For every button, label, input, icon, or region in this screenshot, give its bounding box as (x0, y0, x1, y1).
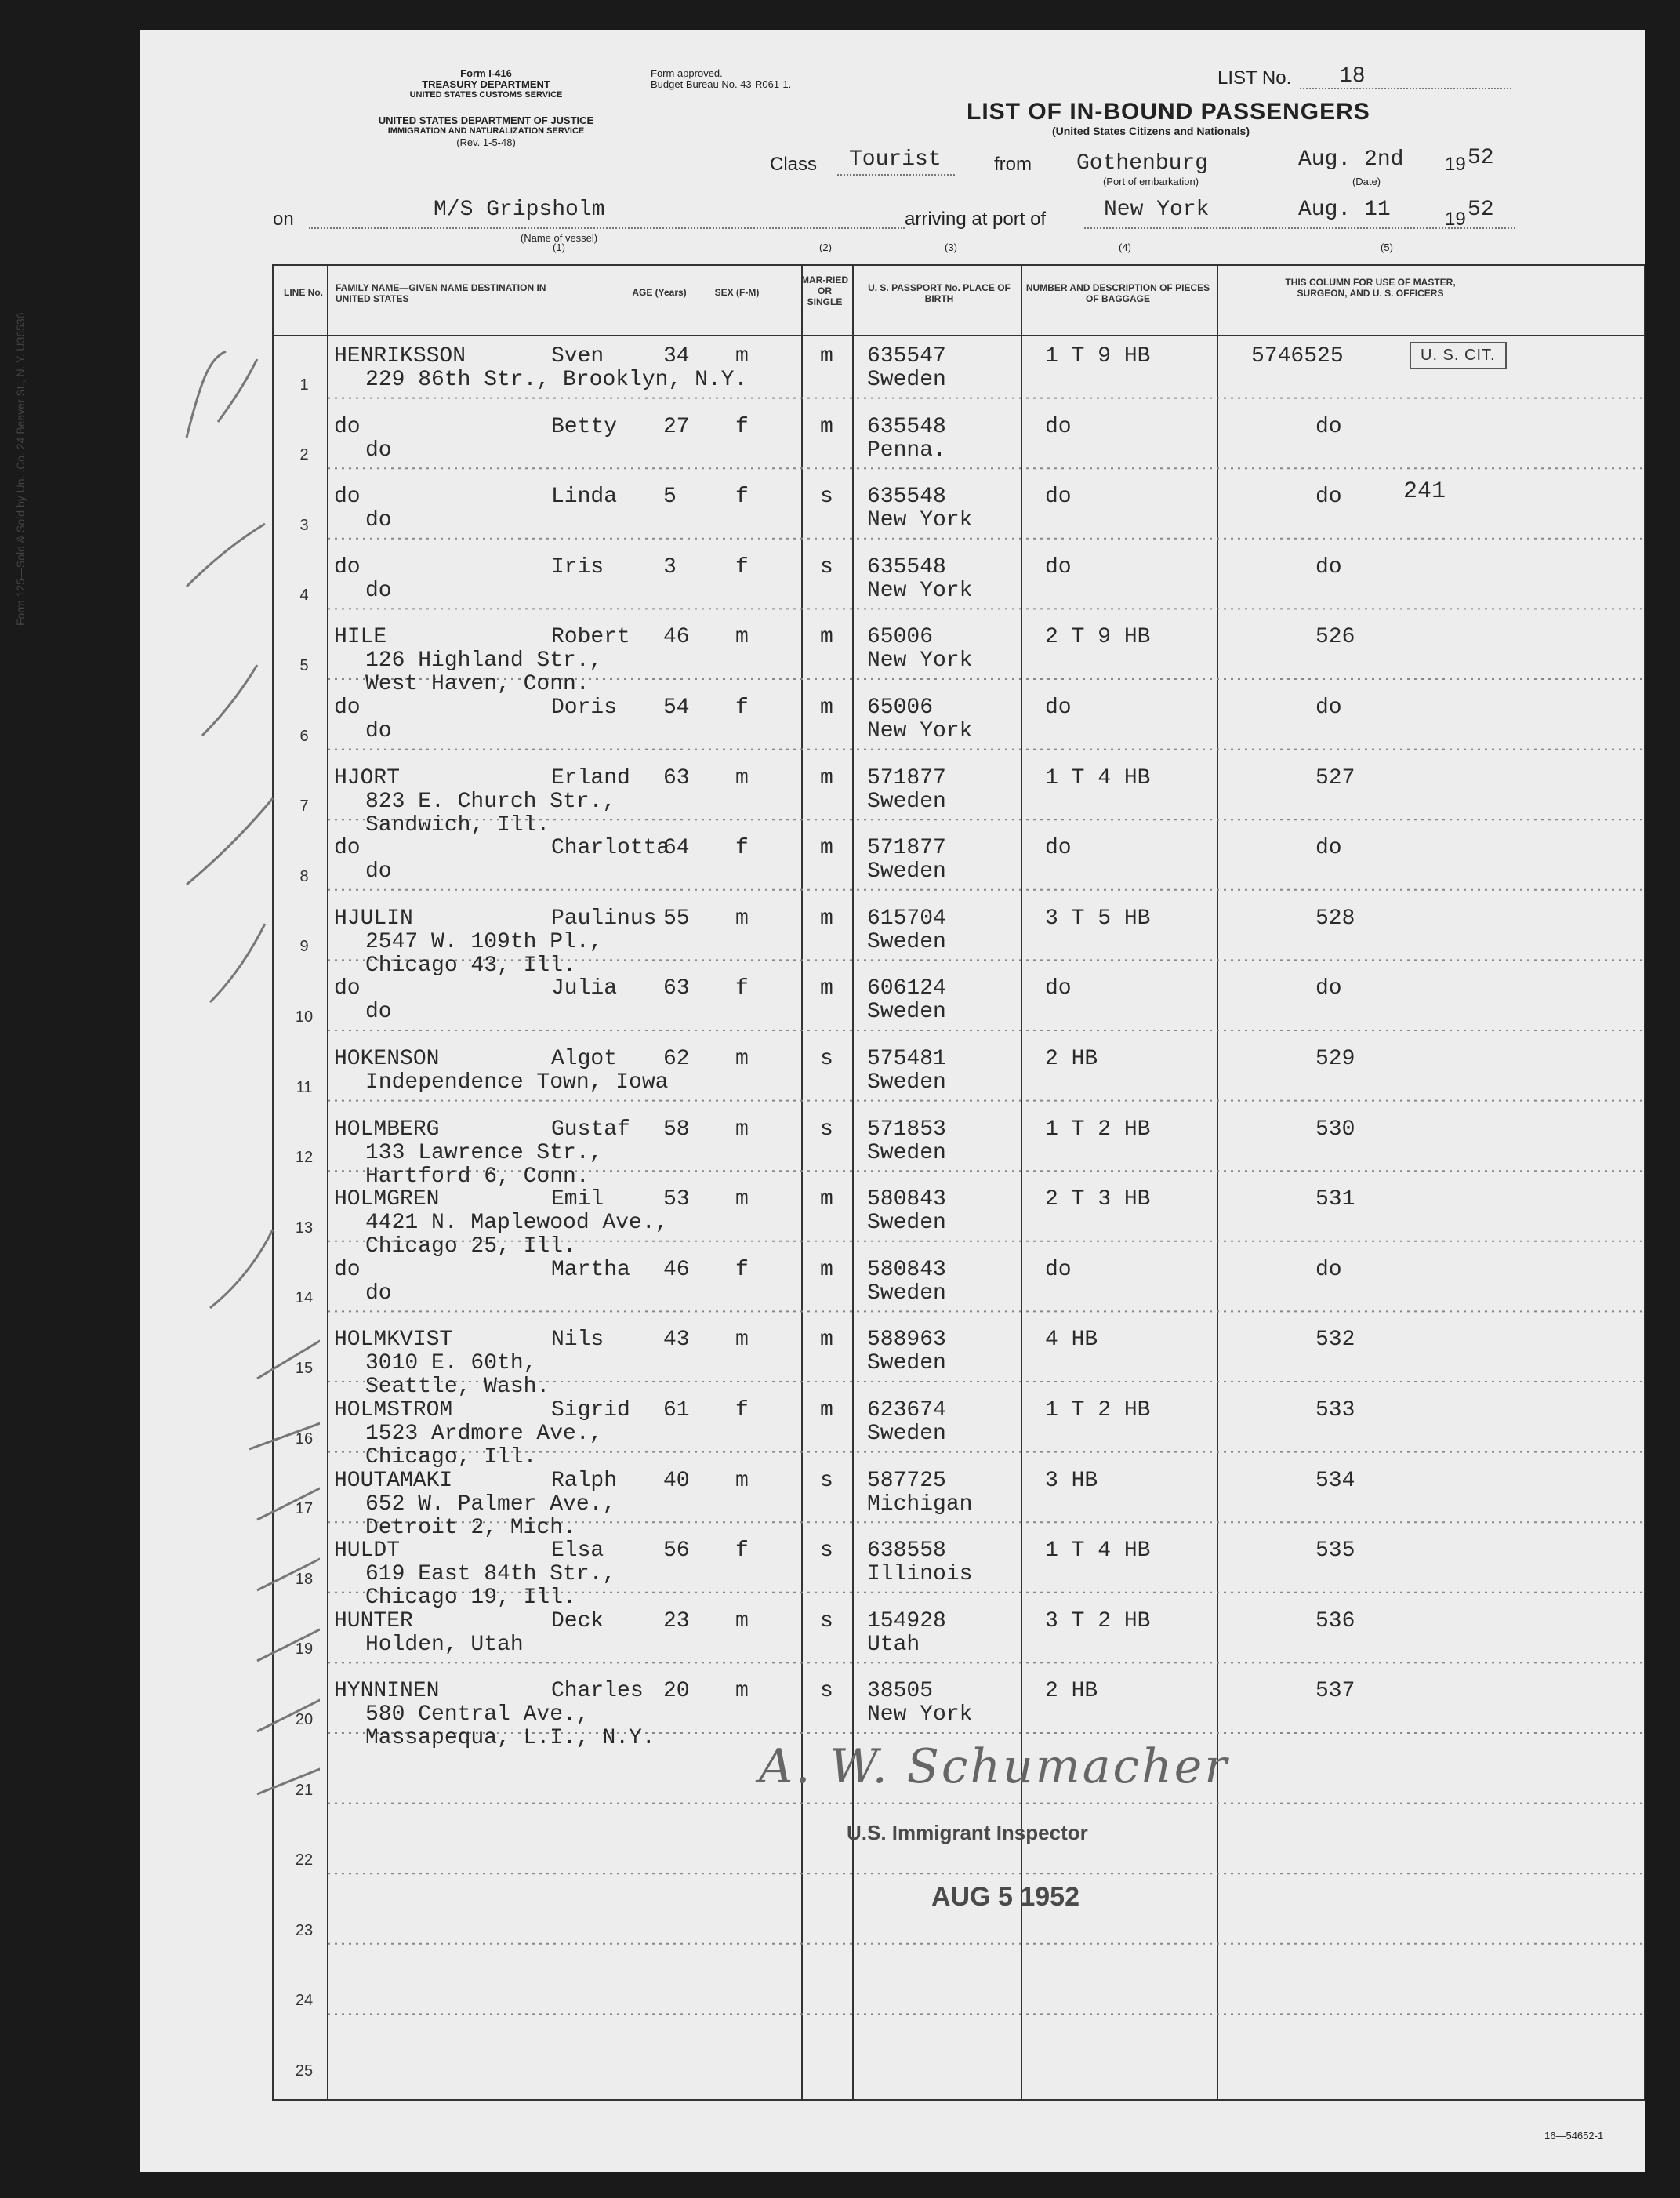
line-number: 21 (295, 1781, 314, 1799)
passenger-passport-no: 635547 (867, 344, 946, 369)
passenger-baggage: 1 T 2 HB (1045, 1398, 1151, 1422)
passenger-age: 54 (663, 696, 690, 720)
passenger-destination: 133 Lawrence Str., (365, 1140, 603, 1165)
passenger-destination-2: Chicago 25, Ill. (365, 1234, 576, 1259)
us-citizen-stamp: U. S. CIT. (1410, 342, 1507, 369)
dept-customs: UNITED STATES CUSTOMS SERVICE (409, 90, 563, 100)
passenger-destination: Holden, Utah (365, 1632, 524, 1657)
from-label: from (994, 154, 1032, 175)
passenger-sex: m (735, 1679, 749, 1704)
passenger-family-name: HJORT (334, 765, 401, 790)
line-number: 11 (296, 1078, 313, 1096)
footer-code: 16—54652-1 (1544, 2130, 1604, 2142)
passenger-birthplace: Sweden (867, 1000, 946, 1025)
passenger-birthplace: Sweden (867, 368, 946, 392)
passenger-given-name: Sven (551, 344, 604, 369)
date-caption: (Date) (1352, 176, 1381, 187)
passenger-marital-status: m (820, 1257, 833, 1282)
from-value: Gothenburg (1076, 151, 1209, 176)
passenger-given-name: Elsa (551, 1539, 604, 1564)
passenger-passport-no: 606124 (867, 976, 946, 1001)
passenger-family-name: do (334, 836, 361, 861)
passenger-marital-status: m (820, 836, 833, 861)
year-2: 52 (1468, 198, 1494, 222)
passenger-sex: f (735, 1257, 749, 1282)
passenger-family-name: HOKENSON (334, 1047, 440, 1071)
dept-ins: IMMIGRATION AND NATURALIZATION SERVICE (387, 126, 585, 136)
passenger-passport-no: 635548 (867, 414, 946, 439)
inspector-signature: A. W. Schumacher (759, 1739, 1229, 1794)
passenger-destination: 126 Highland Str., (365, 649, 603, 674)
passenger-given-name: Robert (551, 625, 630, 650)
passenger-officer-note: 530 (1315, 1117, 1355, 1142)
header-baggage: NUMBER AND DESCRIPTION OF PIECES OF BAGGAGE (1025, 282, 1210, 304)
passenger-family-name: HOLMKVIST (334, 1328, 453, 1353)
printer-side-text: Form 125—Sold & Sold by Un...Co. 24 Beaver St., N. Y. U36536 (14, 312, 27, 626)
passenger-sex: f (735, 485, 749, 510)
passenger-given-name: Charlotta (551, 836, 670, 861)
line-number: 2 (299, 446, 309, 464)
header-married: MAR-RIED OR SINGLE (801, 274, 848, 307)
passenger-given-name: Deck (551, 1608, 604, 1633)
passenger-destination: 823 E. Church Str., (365, 789, 616, 814)
passenger-officer-note: 536 (1315, 1608, 1355, 1633)
passenger-destination: 229 86th Str., Brooklyn, N.Y. (365, 368, 748, 392)
passenger-given-name: Gustaf (551, 1117, 630, 1142)
passenger-sex: f (735, 414, 749, 439)
passenger-destination: Independence Town, Iowa (365, 1070, 669, 1095)
passenger-baggage: do (1045, 836, 1072, 861)
passenger-given-name: Emil (551, 1187, 604, 1212)
passenger-age: 40 (663, 1468, 690, 1493)
passenger-age: 46 (663, 1257, 690, 1282)
col-ref-3: (3) (945, 242, 957, 253)
passenger-given-name: Ralph (551, 1468, 618, 1493)
passenger-family-name: HYNNINEN (334, 1679, 440, 1704)
passenger-officer-note: 526 (1315, 625, 1355, 650)
passenger-given-name: Linda (551, 485, 618, 510)
handwritten-check-marks (140, 328, 320, 2053)
passenger-family-name: HILE (334, 625, 387, 650)
passenger-passport-no: 65006 (867, 625, 934, 650)
passenger-baggage: do (1045, 554, 1072, 579)
line-number: 5 (299, 657, 309, 674)
line-number: 13 (295, 1219, 314, 1237)
passenger-destination-2: Seattle, Wash. (365, 1375, 550, 1400)
passenger-birthplace: New York (867, 649, 973, 674)
passenger-given-name: Erland (551, 765, 630, 790)
passenger-birthplace: Michigan (867, 1491, 973, 1517)
line-number: 1 (299, 376, 309, 394)
passenger-birthplace: Sweden (867, 789, 946, 814)
from-caption: (Port of embarkation) (1102, 176, 1199, 187)
passenger-destination-2: Detroit 2, Mich. (365, 1515, 576, 1540)
passenger-age: 27 (663, 414, 690, 439)
passenger-birthplace: Penna. (867, 438, 946, 463)
class-value: Tourist (849, 147, 942, 172)
line-number: 22 (295, 1851, 314, 1869)
passenger-age: 46 (663, 625, 690, 650)
passenger-officer-note: 532 (1315, 1328, 1355, 1353)
passenger-destination: 4421 N. Maplewood Ave., (365, 1211, 669, 1236)
passenger-sex: m (735, 765, 749, 790)
line-number: 12 (295, 1149, 314, 1167)
vessel-dots (309, 227, 905, 229)
passenger-baggage: 2 T 9 HB (1045, 625, 1151, 650)
list-no-dots (1300, 88, 1511, 89)
passenger-sex: m (735, 344, 749, 369)
passenger-marital-status: m (820, 1398, 833, 1422)
line-number: 18 (295, 1570, 314, 1588)
passenger-age: 63 (663, 976, 690, 1001)
line-number: 9 (299, 938, 309, 956)
passenger-marital-status: m (820, 976, 833, 1001)
passenger-birthplace: New York (867, 578, 973, 603)
passenger-officer-note: do (1315, 554, 1342, 579)
col-ref-5: (5) (1381, 242, 1393, 253)
passenger-sex: m (735, 1117, 749, 1142)
passenger-birthplace: Sweden (867, 929, 946, 954)
passenger-baggage: 1 T 4 HB (1045, 765, 1151, 790)
passenger-given-name: Paulinus (551, 906, 657, 931)
passenger-birthplace: Sweden (867, 859, 946, 885)
passenger-destination-2: West Haven, Conn. (365, 672, 590, 697)
passenger-destination: do (365, 1281, 392, 1306)
col-ref-2: (2) (819, 242, 832, 253)
passenger-passport-no: 571877 (867, 836, 946, 861)
passenger-destination-2: Chicago 19, Ill. (365, 1586, 576, 1611)
passenger-baggage: 1 T 2 HB (1045, 1117, 1151, 1142)
passenger-birthplace: Sweden (867, 1211, 946, 1236)
passenger-officer-note: do (1315, 836, 1342, 861)
passenger-destination: do (365, 1000, 392, 1025)
passenger-birthplace: New York (867, 1702, 973, 1728)
passenger-sex: m (735, 906, 749, 931)
line-number: 14 (295, 1289, 314, 1307)
line-number: 8 (299, 867, 309, 885)
passenger-destination-2: Sandwich, Ill. (365, 812, 550, 837)
passenger-marital-status: s (820, 1047, 833, 1071)
passenger-sex: m (735, 1468, 749, 1493)
passenger-passport-no: 623674 (867, 1398, 946, 1422)
passenger-passport-no: 635548 (867, 554, 946, 579)
passenger-destination-2: Hartford 6, Conn. (365, 1164, 590, 1189)
passenger-sex: m (735, 625, 749, 650)
passenger-passport-no: 571877 (867, 765, 946, 790)
line-number: 7 (299, 797, 309, 816)
passenger-given-name: Sigrid (551, 1398, 630, 1422)
passenger-sex: m (735, 1328, 749, 1353)
passenger-baggage: do (1045, 1257, 1072, 1282)
passenger-age: 43 (663, 1328, 690, 1353)
col-ref-4: (4) (1119, 242, 1131, 253)
passenger-officer-note: 529 (1315, 1047, 1355, 1071)
passenger-officer-note: 527 (1315, 765, 1355, 790)
line-number: 23 (295, 1921, 314, 1939)
on-label: on (273, 209, 294, 230)
passenger-passport-no: 65006 (867, 696, 934, 720)
from-date: Aug. 2nd (1298, 147, 1404, 172)
header-sex: SEX (F-M) (714, 287, 760, 298)
passenger-birthplace: Sweden (867, 1351, 946, 1376)
passenger-marital-status: m (820, 625, 833, 650)
inspector-stamp: U.S. Immigrant Inspector (847, 1821, 1088, 1844)
class-label: Class (770, 154, 818, 175)
passenger-destination: 619 East 84th Str., (365, 1562, 616, 1587)
passenger-destination-2: Chicago 43, Ill. (365, 953, 576, 978)
passenger-birthplace: Sweden (867, 1070, 946, 1095)
passenger-marital-status: m (820, 906, 833, 931)
passenger-sex: f (735, 836, 749, 861)
passenger-passport-no: 154928 (867, 1608, 946, 1633)
passenger-marital-status: m (820, 696, 833, 720)
passenger-passport-no: 580843 (867, 1187, 946, 1212)
passenger-officer-note: 531 (1315, 1187, 1355, 1212)
passenger-sex: f (735, 976, 749, 1001)
budget-bureau: Budget Bureau No. 43-R061-1. (651, 78, 792, 90)
passenger-family-name: HOLMGREN (334, 1187, 440, 1212)
header-officers: THIS COLUMN FOR USE OF MASTER, SURGEON, AND U. S. OFFICERS (1285, 277, 1456, 299)
passenger-officer-note: do (1315, 414, 1342, 439)
line-number: 3 (299, 516, 309, 534)
passenger-destination: 580 Central Ave., (365, 1702, 590, 1728)
passenger-age: 23 (663, 1608, 690, 1633)
passenger-age: 34 (663, 344, 690, 369)
passenger-baggage: 2 T 3 HB (1045, 1187, 1151, 1212)
passenger-family-name: HOLMSTROM (334, 1398, 453, 1422)
passenger-given-name: Algot (551, 1047, 618, 1071)
port-dots (1084, 227, 1515, 229)
passenger-baggage: do (1045, 696, 1072, 720)
line-number: 15 (295, 1360, 314, 1377)
passenger-passport-no: 575481 (867, 1047, 946, 1071)
passenger-baggage: 3 T 5 HB (1045, 906, 1151, 931)
passenger-destination: do (365, 508, 392, 533)
passenger-given-name: Julia (551, 976, 618, 1001)
passenger-marital-status: s (820, 1539, 833, 1564)
passenger-baggage: do (1045, 485, 1072, 510)
passenger-officer-note: do (1315, 696, 1342, 720)
passenger-officer-note: 535 (1315, 1539, 1355, 1564)
passenger-destination: 3010 E. 60th, (365, 1351, 537, 1376)
line-number: 19 (295, 1640, 314, 1658)
passenger-sex: m (735, 1187, 749, 1212)
passenger-passport-no: 638558 (867, 1539, 946, 1564)
line-number: 17 (295, 1500, 314, 1518)
passenger-family-name: do (334, 414, 361, 439)
passenger-sex: f (735, 554, 749, 579)
passenger-age: 62 (663, 1047, 690, 1071)
passenger-age: 5 (663, 485, 677, 510)
passenger-destination-2: Massapequa, L.I., N.Y. (365, 1726, 655, 1751)
passenger-destination: do (365, 438, 392, 463)
passenger-marital-status: m (820, 1187, 833, 1212)
passenger-birthplace: New York (867, 508, 973, 533)
class-dots (837, 174, 955, 176)
passenger-marital-status: s (820, 1117, 833, 1142)
passenger-officer-note: 5746525 (1251, 344, 1344, 369)
form-number: Form I-416 (460, 67, 512, 79)
passenger-birthplace: New York (867, 719, 973, 743)
passenger-officer-note: do (1315, 485, 1342, 510)
header-age: AGE (Years) (632, 287, 687, 298)
passenger-birthplace: Illinois (867, 1562, 973, 1587)
passenger-birthplace: Utah (867, 1632, 920, 1657)
passenger-given-name: Doris (551, 696, 618, 720)
passenger-baggage: 4 HB (1045, 1328, 1098, 1353)
passenger-sex: m (735, 1608, 749, 1633)
dept-treasury: TREASURY DEPARTMENT (422, 78, 550, 90)
year-prefix-1: 19 (1445, 154, 1466, 175)
passenger-baggage: 2 HB (1045, 1679, 1098, 1704)
passenger-passport-no: 588963 (867, 1328, 946, 1353)
list-no-value: 18 (1339, 64, 1366, 89)
line-number: 10 (295, 1008, 314, 1026)
passenger-officer-note: do (1315, 1257, 1342, 1282)
passenger-given-name: Martha (551, 1257, 630, 1282)
passenger-age: 58 (663, 1117, 690, 1142)
form-approved: Form approved. (651, 67, 723, 79)
passenger-officer-note: 534 (1315, 1468, 1355, 1493)
passenger-given-name: Iris (551, 554, 604, 579)
passenger-age: 56 (663, 1539, 690, 1564)
passenger-destination-2: Chicago, Ill. (365, 1445, 537, 1470)
passenger-marital-status: m (820, 765, 833, 790)
passenger-age: 63 (663, 765, 690, 790)
passenger-officer-note: 528 (1315, 906, 1355, 931)
passenger-passport-no: 571853 (867, 1117, 946, 1142)
line-number: 4 (299, 587, 309, 605)
line-number: 16 (295, 1430, 314, 1448)
header-passport: U. S. PASSPORT No. PLACE OF BIRTH (868, 282, 1011, 304)
passenger-family-name: HJULIN (334, 906, 413, 931)
passenger-marital-status: s (820, 1679, 833, 1704)
passenger-family-name: HUNTER (334, 1608, 413, 1633)
passenger-family-name: do (334, 1257, 361, 1282)
year-1: 52 (1468, 146, 1494, 170)
passenger-birthplace: Sweden (867, 1281, 946, 1306)
passenger-marital-status: m (820, 414, 833, 439)
passenger-sex: m (735, 1047, 749, 1071)
passenger-family-name: do (334, 485, 361, 510)
passenger-officer-note: 537 (1315, 1679, 1355, 1704)
line-number: 6 (299, 727, 309, 745)
passenger-marital-status: s (820, 1608, 833, 1633)
passenger-baggage: do (1045, 414, 1072, 439)
list-no-label: LIST No. (1217, 67, 1292, 89)
passenger-destination: 2547 W. 109th Pl., (365, 929, 603, 954)
year-prefix-2: 19 (1445, 209, 1466, 230)
passenger-baggage: do (1045, 976, 1072, 1001)
passenger-given-name: Nils (551, 1328, 604, 1353)
passenger-birthplace: Sweden (867, 1140, 946, 1165)
passenger-family-name: HOUTAMAKI (334, 1468, 453, 1493)
passenger-age: 3 (663, 554, 677, 579)
passenger-family-name: do (334, 696, 361, 720)
passenger-family-name: HENRIKSSON (334, 344, 466, 369)
page-title: LIST OF IN-BOUND PASSENGERS (967, 99, 1370, 125)
passenger-marital-status: s (820, 554, 833, 579)
passenger-baggage: 3 T 2 HB (1045, 1608, 1151, 1633)
passenger-baggage: 3 HB (1045, 1468, 1098, 1493)
page-subtitle: (United States Citizens and Nationals) (1051, 125, 1250, 137)
arriving-label: arriving at port of (905, 209, 1047, 230)
arrival-date: Aug. 11 (1298, 198, 1391, 222)
passenger-family-name: HULDT (334, 1539, 401, 1564)
vessel-caption: (Name of vessel) (520, 232, 598, 244)
passenger-sex: f (735, 696, 749, 720)
passenger-destination: 652 W. Palmer Ave., (365, 1491, 616, 1517)
passenger-baggage: 1 T 4 HB (1045, 1539, 1151, 1564)
passenger-marital-status: s (820, 1468, 833, 1493)
passenger-marital-status: m (820, 344, 833, 369)
col-ref-1: (1) (553, 242, 565, 253)
date-stamp: AUG 5 1952 (931, 1882, 1079, 1912)
line-number: 25 (295, 2062, 314, 2080)
margin-number: 241 (1403, 478, 1446, 505)
passenger-baggage: 2 HB (1045, 1047, 1098, 1071)
passenger-age: 61 (663, 1398, 690, 1422)
passenger-passport-no: 38505 (867, 1679, 934, 1704)
passenger-age: 55 (663, 906, 690, 931)
passenger-passport-no: 635548 (867, 485, 946, 510)
passenger-destination: do (365, 719, 392, 743)
passenger-given-name: Betty (551, 414, 618, 439)
passenger-family-name: do (334, 554, 361, 579)
header-line-no: LINE No. (284, 287, 323, 298)
passenger-destination: 1523 Ardmore Ave., (365, 1422, 603, 1446)
passenger-baggage: 1 T 9 HB (1045, 344, 1151, 369)
passenger-sex: f (735, 1539, 749, 1564)
passenger-given-name: Charles (551, 1679, 644, 1704)
passenger-officer-note: 533 (1315, 1398, 1355, 1422)
passenger-marital-status: m (820, 1328, 833, 1353)
passenger-sex: f (735, 1398, 749, 1422)
passenger-family-name: do (334, 976, 361, 1001)
passenger-family-name: HOLMBERG (334, 1117, 440, 1142)
passenger-passport-no: 587725 (867, 1468, 946, 1493)
vessel-name: M/S Gripsholm (434, 198, 605, 222)
line-number: 24 (295, 1992, 314, 2010)
passenger-officer-note: do (1315, 976, 1342, 1001)
passenger-age: 53 (663, 1187, 690, 1212)
passenger-age: 64 (663, 836, 690, 861)
header-name: FAMILY NAME—GIVEN NAME DESTINATION IN UNITED STATES (336, 282, 546, 304)
passenger-marital-status: s (820, 485, 833, 510)
passenger-passport-no: 580843 (867, 1257, 946, 1282)
dept-justice: UNITED STATES DEPARTMENT OF JUSTICE (378, 114, 594, 126)
form-revision: (Rev. 1-5-48) (456, 136, 516, 148)
line-number: 20 (295, 1711, 314, 1728)
passenger-age: 20 (663, 1679, 690, 1704)
passenger-passport-no: 615704 (867, 906, 946, 931)
passenger-destination: do (365, 859, 392, 885)
port-value: New York (1104, 198, 1210, 222)
passenger-destination: do (365, 578, 392, 603)
manifest-page (14, 30, 1645, 2172)
passenger-birthplace: Sweden (867, 1422, 946, 1446)
